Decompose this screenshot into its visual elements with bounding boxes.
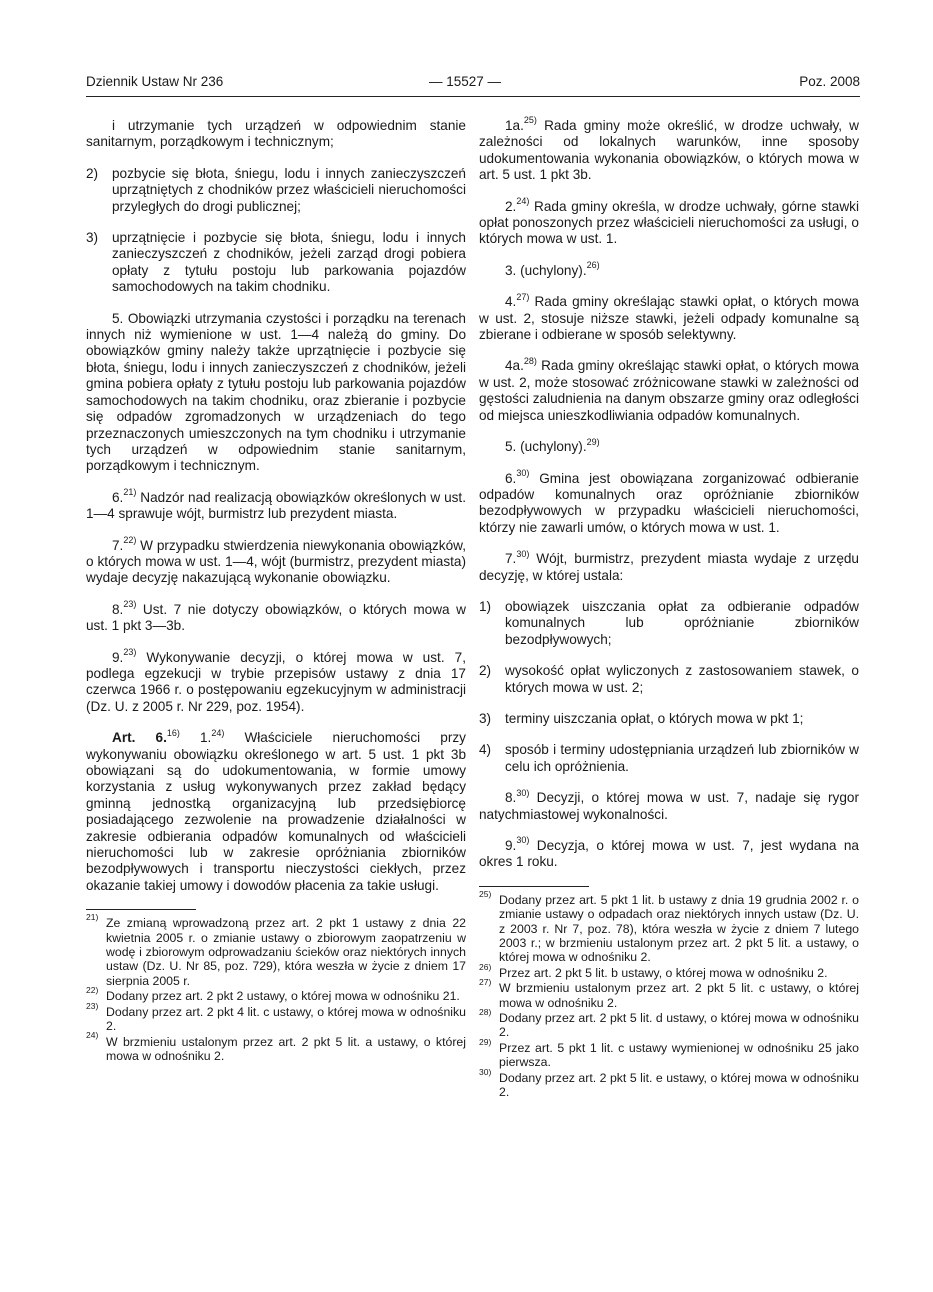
paragraph-6: 6.$^{30)}$ Gmina jest obowiązana zorganizować odbieranie odpadów komunalnych oraz opróżnianie zbiorników bezodpływowych w przypadku właścicieli nieruchomości, którzy nie zawarli umów, o których mowa w ust. 1. — [479, 467, 859, 535]
footnote-ref: 22) — [123, 535, 137, 545]
list-item-text: obowiązek uiszczania opłat za odbieranie odpadów komunalnych lub opróżnianie zbiorników bezodpływowych; — [505, 598, 859, 647]
list-item-text: pozbycie się błota, śniegu, lodu i innych zanieczyszczeń uprzątniętych z chodników przez właścicieli nieruchomości przyległych do drogi publicznej; — [112, 165, 466, 214]
paragraph-2: 2.$^{24)}$ Rada gminy określa, w drodze uchwały, górne stawki opłat ponoszonych przez właścicieli nieruchomości za usługi, o których mowa w ust. 1. — [479, 196, 859, 247]
paragraph-9: 9.$^{23)}$ Wykonywanie decyzji, o której mowa w ust. 7, podlega egzekucji w trybie przepisów ustawy z dnia 17 czerwca 1966 r. o postępowaniu egzekucyjnym w administracji (Dz. U. z 2005 r. Nr 229, poz. 1954). — [86, 647, 466, 714]
footnote-mark: 26) — [479, 961, 492, 972]
footnote — [479, 1006, 859, 1040]
paragraph-4a: 4a.$^{28)}$ Rada gminy określając stawki opłat, o których mowa w ust. 2, może stosować zróżnicowane stawki w zależności od gęstości zaludnienia na danym obszarze gminy oraz odległości od miejsca unieszkodliwiania odpadów komunalnych. — [479, 355, 859, 423]
list-item — [479, 742, 859, 775]
footnote-text: Dodany przez art. 2 pkt 4 lit. c ustawy, o której mowa w odnośniku 2. — [106, 1004, 466, 1034]
footnote-mark: 27) — [479, 977, 492, 988]
footnote — [479, 961, 859, 980]
footnotes — [86, 912, 466, 1063]
list-item-text: uprzątnięcie i pozbycie się błota, śniegu, lodu i innych zanieczyszczeń z chodników, jeżeli zarząd drogi pobiera opłaty z tytułu postoju lub parkowania pojazdów samochodowych na takim chodniku. — [112, 230, 466, 295]
article-label: Art. 6. — [112, 730, 167, 746]
footnote-text: Przez art. 2 pkt 5 lit. b ustawy, o której mowa w odnośniku 2. — [499, 965, 828, 980]
footnote-text: Ze zmianą wprowadzoną przez art. 2 pkt 1 ustawy z dnia 22 kwietnia 2005 r. o zmianie ustawy o zbiorowym zaopatrzeniu w wodę i zbiorowym odprowadzaniu ścieków oraz niektórych innych ustaw (Dz. U. Nr 85, poz. 729), która weszła w życie z dniem 17 sierpnia 2005 r. — [106, 916, 466, 988]
footnote — [86, 912, 466, 988]
footnote-ref: 23) — [123, 599, 137, 610]
list-item-number: 2) — [479, 663, 492, 679]
footnote-mark: 21) — [86, 912, 99, 923]
list-item-number: 3) — [479, 710, 492, 726]
list-item-number: 3) — [86, 230, 99, 246]
footnotes — [479, 888, 859, 1100]
footnote-mark: 23) — [86, 1000, 99, 1011]
paragraph-8: 8.$^{23)}$ Ust. 7 nie dotyczy obowiązków, o których mowa w ust. 1 pkt 3—3b. — [86, 599, 466, 634]
footnote-ref: 24) — [211, 727, 225, 738]
footnote-text: Dodany przez art. 5 pkt 1 lit. b ustawy z dnia 19 grudnia 2002 r. o zmianie ustawy o odpadach oraz niektórych innych ustaw (Dz. U. z 2003 r. Nr 7, poz. 78), która weszła w życie z dniem 7 lutego 2003 r.; w brzmieniu ustalonym przez art. 2 pkt 5 lit. a ustawy, o której mowa w odnośniku 2. — [499, 892, 859, 965]
footnote-ref: 30) — [516, 467, 530, 478]
footnote-mark: 25) — [479, 888, 492, 899]
list-item-number: 4) — [479, 742, 492, 758]
list-item-text: terminy uiszczania opłat, o których mowa w pkt 1; — [505, 710, 804, 726]
page-number: — 15527 — — [429, 74, 502, 89]
footnote — [479, 1066, 859, 1100]
list-item-number: 1) — [479, 598, 492, 614]
footnote-mark: 28) — [479, 1006, 492, 1017]
paragraph-7: 7.$^{22)}$ W przypadku stwierdzenia niewykonania obowiązków, o których mowa w ust. 1—4, wójt (burmistrz, prezydent miasta) wydaje decyzję nakazującą wykonanie obowiązku. — [86, 535, 466, 586]
list-item-text: wysokość opłat wyliczonych z zastosowaniem stawek, o których mowa w ust. 2; — [505, 663, 859, 695]
list-item — [479, 711, 859, 727]
page-header — [86, 74, 860, 94]
paragraph-6: 6.$^{21)}$ Nadzór nad realizacją obowiązków określonych w ust. 1—4 sprawuje wójt, burmistrz lub prezydent miasta. — [86, 487, 466, 522]
left-column — [86, 118, 466, 1064]
footnote — [86, 985, 466, 1004]
footnote-ref: 23) — [123, 647, 137, 658]
paragraph-7: 7.$^{30)}$ Wójt, burmistrz, prezydent miasta wydaje z urzędu decyzję, w której ustala: — [479, 548, 859, 583]
footnote — [86, 1000, 466, 1034]
footnote-ref: 30) — [516, 835, 530, 846]
footnote-ref: 30) — [516, 548, 530, 559]
footnote-ref: 27) — [516, 291, 530, 302]
right-column — [479, 115, 859, 1101]
footnote-ref: 29) — [586, 436, 600, 447]
footnote-ref: 24) — [516, 196, 530, 207]
footnote-mark: 24) — [86, 1030, 99, 1041]
paragraph-5: 5. Obowiązki utrzymania czystości i porządku na terenach innych niż wymienione w ust. 1—4 należą do gminy. Do obowiązków gminy należy także uprzątnięcie i pozbycie się błota, śniegu, lodu i innych zanieczyszczeń z chodników, jeżeli gmina pobiera opłaty z tytułu postoju lub parkowania pojazdów samochodowych na takim chodniku, oraz zbieranie i pozbycie się odpadów zgromadzonych w urządzeniach do tego przeznaczonych umieszczonych na tym chodniku i utrzymanie tych urządzeń w odpowiednim stanie sanitarnym, porządkowym i technicznym. — [86, 310, 466, 474]
footnote — [479, 977, 859, 1010]
footnote-ref: 26) — [586, 260, 600, 271]
footnote-rule — [86, 909, 196, 910]
paragraph-8: 8.$^{30)}$ Decyzji, o której mowa w ust. 7, nadaje się rygor natychmiastowej wykonalności. — [479, 787, 859, 822]
footnote-text: W brzmieniu ustalonym przez art. 2 pkt 5 lit. a ustawy, o której mowa w odnośniku 2. — [106, 1034, 466, 1063]
list-item — [479, 663, 859, 696]
list-item — [479, 599, 859, 648]
footnote-text: W brzmieniu ustalonym przez art. 2 pkt 5 lit. c ustawy, o której mowa w odnośniku 2. — [499, 981, 859, 1010]
list-item — [86, 230, 466, 296]
footnote-text: Dodany przez art. 2 pkt 5 lit. e ustawy, o której mowa w odnośniku 2. — [499, 1070, 859, 1100]
footnote-mark: 29) — [479, 1036, 492, 1047]
paragraph-4: 4.$^{27)}$ Rada gminy określając stawki opłat, o których mowa w ust. 2, stosuje niższe stawki, jeżeli odpady komunalne są zbierane i odbierane w sposób selektywny. — [479, 291, 859, 343]
list-item-number: 2) — [86, 165, 99, 181]
footnote-text: Przez art. 5 pkt 1 lit. c ustawy wymienionej w odnośniku 25 jako pierwsza. — [499, 1040, 859, 1070]
footnote — [479, 888, 859, 965]
footnote-text: Dodany przez art. 2 pkt 2 ustawy, o której mowa w odnośniku 21. — [106, 989, 460, 1004]
footnote-ref: 16) — [166, 727, 180, 738]
footnote-rule — [479, 886, 589, 887]
continued-paragraph: i utrzymanie tych urządzeń w odpowiednim stanie sanitarnym, porządkowym i technicznym; — [86, 118, 466, 150]
footnote-mark: 22) — [86, 985, 99, 996]
article-6-paragraph: Art. 6.$^{16)}$ 1.$^{24)}$ Właściciele nieruchomości przy wykonywaniu obowiązku określonego w art. 5 ust. 1 pkt 3b obowiązani są do udokumentowania, w formie umowy korzystania z usług wykonywanych przez zakład będący gminną jednostką organizacyjną lub przedsiębiorcę posiadającego zezwolenie na prowadzenie działalności w zakresie odbierania odpadów komunalnych od właścicieli nieruchomości lub w zakresie opróżniania zbiorników bezodpływowych i transportu nieczystości ciekłych, przez okazanie takiej umowy i dowodów płacenia za takie usługi. — [86, 727, 466, 893]
footnote-mark: 30) — [479, 1066, 492, 1077]
footnote — [479, 1036, 859, 1070]
footnote-ref: 21) — [123, 487, 137, 498]
footnote-ref: 30) — [516, 787, 530, 798]
footnote — [86, 1030, 466, 1064]
paragraph-3: 3. (uchylony).$^{26)}$ — [505, 260, 600, 278]
header-rule — [86, 96, 860, 97]
paragraph-9: 9.$^{30)}$ Decyzja, o której mowa w ust. 7, jest wydana na okres 1 roku. — [479, 835, 859, 870]
footnote-ref: 25) — [523, 115, 537, 126]
paragraph-1a: 1a.$^{25)}$ Rada gminy może określić, w drodze uchwały, w zależności od lokalnych warunków, inne sposoby udokumentowania wykonania obowiązków, o których mowa w art. 5 ust. 1 pkt 3b. — [479, 115, 859, 183]
list-item — [86, 166, 466, 215]
position-number: Poz. 2008 — [799, 74, 860, 89]
list-item-text: sposób i terminy udostępniania urządzeń lub zbiorników w celu ich opróżnienia. — [505, 742, 859, 774]
paragraph-5: 5. (uchylony).$^{29)}$ — [505, 436, 600, 455]
footnote-ref: 28) — [523, 355, 537, 366]
journal-title: Dziennik Ustaw Nr 236 — [86, 74, 224, 89]
footnote-text: Dodany przez art. 2 pkt 5 lit. d ustawy, o której mowa w odnośniku 2. — [499, 1011, 859, 1040]
